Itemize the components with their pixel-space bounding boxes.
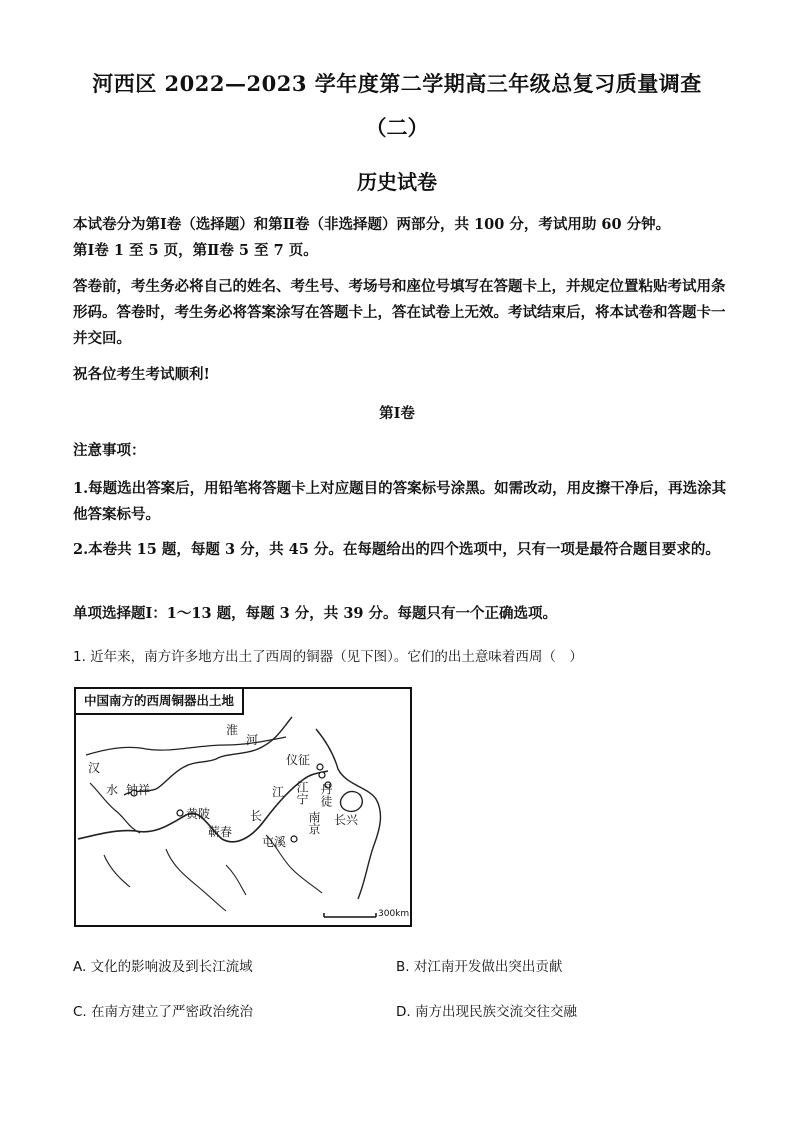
exam-subtitle: （二）: [365, 115, 429, 140]
subject-title: 历史试卷: [357, 170, 437, 194]
notes-title: 注意事项：: [73, 442, 146, 459]
map-label-he: 河: [246, 733, 259, 747]
map-title: 中国南方的西周铜器出土地: [76, 689, 244, 715]
map-label-qichun: 蕲春: [208, 825, 233, 839]
map-label-huai: 淮: [226, 723, 239, 737]
part-title: 单项选择题Ⅰ：1～13 题，每题 3 分，共 39 分。每题只有一个正确选项。: [73, 605, 558, 622]
map-label-jiang: 江: [272, 785, 285, 799]
map-label-shui: 水: [106, 783, 119, 797]
section-heading: 第Ⅰ卷: [379, 405, 415, 422]
map-scale-label: 300km: [378, 909, 410, 919]
exam-title: 河西区 2022—2023 学年度第二学期高三年级总复习质量调查: [92, 71, 702, 96]
map-label-nanjing: 南京: [307, 811, 321, 835]
map-label-han: 汉: [88, 761, 101, 775]
question-1-stem: 1. 近年来，南方许多地方出土了西周的铜器（见下图）。它们的出土意味着西周（ ）: [73, 649, 583, 665]
intro-instructions: 答卷前，考生务必将自己的姓名、考生号、考场号和座位号填写在答题卡上，并规定位置粘贴考试用条形码。答卷时，考生务必将答案涂写在答题卡上，答在试卷上无效。考试结束后，将本试卷和答题卡一并交回。: [73, 278, 726, 347]
intro-line-2: 第Ⅰ卷 1 至 5 页，第Ⅱ卷 5 至 7 页。: [73, 242, 318, 259]
intro-wish: 祝各位考生考试顺利!: [73, 366, 210, 383]
note-1: 1.每题选出答案后，用铅笔将答题卡上对应题目的答案标号涂黑。如需改动，用皮擦干净后，再选涂其他答案标号。: [73, 480, 727, 523]
intro-line-1: 本试卷分为第Ⅰ卷（选择题）和第Ⅱ卷（非选择题）两部分，共 100 分，考试用助 60 分钟。: [73, 216, 671, 233]
map-label-dantu: 丹徒: [319, 783, 333, 807]
option-d[interactable]: D. 南方出现民族交流交往交融: [396, 1004, 577, 1020]
option-a[interactable]: A. 文化的影响波及到长江流域: [73, 959, 253, 975]
map-label-changxing: 长兴: [334, 813, 359, 827]
map-label-yizheng: 仪征: [286, 753, 311, 767]
map-label-tunxi: 屯溪: [262, 835, 287, 849]
option-b[interactable]: B. 对江南开发做出突出贡献: [396, 959, 563, 975]
note-2: 2.本卷共 15 题，每题 3 分，共 45 分。在每题给出的四个选项中，只有一项是最符合题目要求的。: [73, 541, 720, 558]
map-label-chang: 长: [250, 809, 263, 823]
map-drawing: [76, 689, 410, 925]
map-label-zhongxiang: 钟祥: [126, 783, 151, 797]
map-label-huangpi: 黄陂: [186, 807, 211, 821]
option-c[interactable]: C. 在南方建立了严密政治统治: [73, 1004, 254, 1020]
map-label-jiangning: 江宁: [295, 781, 309, 805]
map-figure: [74, 687, 412, 927]
